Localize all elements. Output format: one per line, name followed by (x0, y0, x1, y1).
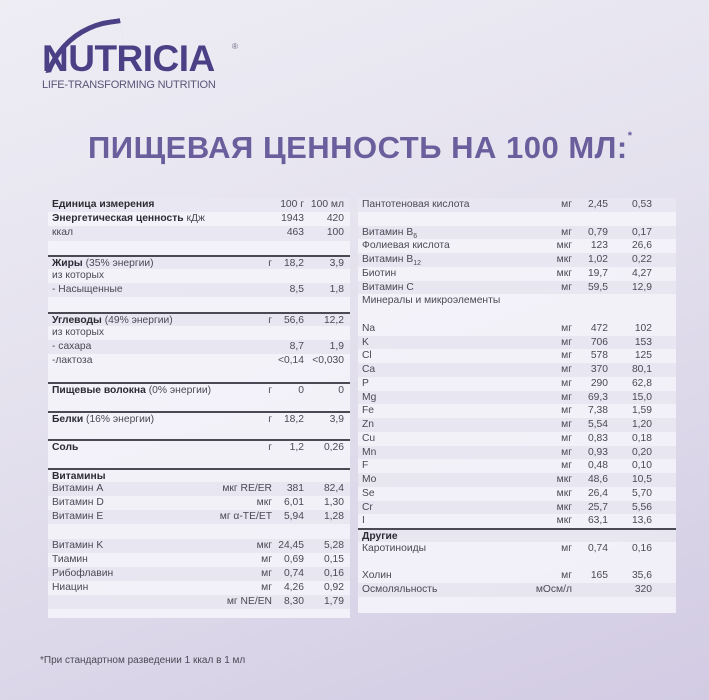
spacer-row (358, 556, 676, 570)
spacer-row (358, 308, 676, 322)
row-name (362, 432, 375, 446)
value-100ml: 153 (634, 336, 652, 348)
value-100ml: 1,79 (323, 596, 344, 608)
row-unit: мг (561, 446, 572, 458)
row-label: Cl (362, 350, 372, 362)
row-unit: мг (561, 199, 572, 210)
row-label: K (362, 336, 369, 348)
row-unit: мкг (556, 240, 572, 252)
row-unit: мкг (556, 254, 572, 265)
table-row (48, 539, 350, 553)
value-100g: 290 (590, 377, 608, 389)
row-unit: мг (561, 350, 572, 362)
row-name (362, 391, 376, 405)
value-100g: 56,6 (283, 314, 304, 326)
row-label: Витамин C (362, 281, 414, 293)
value-100ml: <0,030 (312, 355, 344, 367)
table-row (358, 528, 676, 542)
table-row (358, 446, 676, 460)
value-100g: 472 (590, 322, 608, 334)
row-label: из которых (52, 326, 105, 338)
table-row (48, 553, 350, 567)
row-unit: мг (261, 582, 272, 594)
table-row (358, 281, 676, 295)
value-100ml: 12,2 (323, 314, 344, 326)
row-name (52, 510, 103, 524)
value-100ml: 102 (634, 322, 652, 334)
table-row (358, 459, 676, 473)
table-row (358, 322, 676, 336)
row-unit: мкг (556, 267, 572, 279)
row-heading: Жиры (52, 257, 83, 269)
row-name (362, 446, 376, 460)
value-100g: 48,6 (587, 474, 608, 485)
value-100g: 2,45 (587, 199, 608, 210)
value-100g: 19,7 (587, 267, 608, 279)
row-unit: мг (561, 460, 572, 472)
table-row (48, 283, 350, 297)
row-heading: Белки (52, 413, 84, 425)
row-unit: мг (561, 364, 572, 375)
table-row (48, 198, 350, 212)
row-name (52, 340, 91, 354)
row-unit: мг (561, 281, 572, 293)
value-100g: 18,2 (283, 413, 304, 425)
row-label: Na (362, 322, 376, 334)
value-100g: 100 г (280, 199, 304, 210)
value-100ml: 12,9 (631, 281, 652, 293)
title-text: ПИЩЕВАЯ ЦЕННОСТЬ НА 100 МЛ: (88, 130, 628, 165)
value-100g: 370 (590, 364, 608, 375)
value-100g: 69,3 (587, 391, 608, 403)
table-row (358, 294, 676, 308)
row-subscript: 12 (413, 260, 421, 268)
row-label: Пантотеновая кислота (362, 199, 470, 210)
spacer-row (48, 297, 350, 311)
table-row (48, 411, 350, 425)
row-unit: мг (561, 419, 572, 430)
row-label: из которых (52, 269, 105, 281)
row-name (52, 553, 88, 567)
spacer-row (48, 241, 350, 255)
value-100ml: 1,9 (329, 340, 344, 352)
row-name (52, 212, 205, 226)
row-label: Cu (362, 432, 376, 444)
row-label: F (362, 460, 369, 472)
row-name (362, 294, 500, 308)
row-name (362, 336, 369, 350)
value-100g: 578 (590, 350, 608, 362)
row-heading: Другие (362, 531, 398, 542)
row-unit: мг α-TE/ET (219, 511, 272, 523)
table-row (358, 514, 676, 528)
row-name (362, 281, 414, 295)
row-heading: Витамины (52, 470, 106, 482)
row-name (52, 326, 104, 340)
value-100g: <0,14 (277, 355, 304, 367)
value-100ml: 0,15 (323, 553, 344, 565)
row-name (52, 226, 73, 240)
value-100ml: 35,6 (631, 570, 652, 582)
row-heading: Единица измерения (52, 199, 155, 210)
table-row (358, 432, 676, 446)
row-unit: мг (561, 570, 572, 582)
row-label: Биотин (362, 267, 397, 279)
value-100g: 0,79 (587, 226, 608, 238)
spacer-row (48, 425, 350, 439)
row-unit: мкг (256, 539, 272, 551)
table-row (48, 482, 350, 496)
table-row (358, 473, 676, 487)
row-unit: мг (561, 322, 572, 334)
row-label: Zn (362, 419, 375, 430)
value-100ml: 0,26 (323, 442, 344, 454)
row-label: I (362, 515, 365, 527)
value-100g: 1,2 (289, 442, 304, 454)
row-name (362, 239, 450, 253)
row-label: P (362, 377, 369, 389)
row-unit: мкг (556, 487, 572, 499)
nutrition-table-left (48, 198, 350, 618)
row-label: Витамин B (362, 254, 414, 265)
value-100g: 25,7 (587, 501, 608, 513)
row-unit: мг (561, 336, 572, 348)
row-name (362, 349, 372, 363)
value-100ml: 80,1 (631, 364, 652, 375)
value-100g: 165 (590, 570, 608, 582)
row-unit: мг (561, 405, 572, 417)
value-100g: 8,7 (289, 340, 304, 352)
row-unit: мкг (556, 515, 572, 527)
row-label: Mn (362, 446, 377, 458)
value-100ml: 82,4 (323, 482, 344, 494)
value-100g: 706 (590, 336, 608, 348)
value-100g: 6,01 (283, 496, 304, 508)
value-100g: 26,4 (587, 487, 608, 499)
table-row (48, 581, 350, 595)
value-100g: 7,38 (587, 405, 608, 417)
row-name (362, 473, 376, 487)
row-label: - сахара (52, 340, 92, 352)
table-row (358, 226, 676, 240)
row-unit: мг (261, 553, 272, 565)
value-100ml: 1,20 (631, 419, 652, 430)
row-heading: Углеводы (52, 314, 102, 326)
row-unit: г (268, 413, 272, 425)
value-100g: 8,30 (283, 596, 304, 608)
row-label: Se (362, 487, 375, 499)
row-label: Минералы и микроэлементы (362, 295, 501, 307)
row-label: Витамин D (52, 496, 104, 508)
table-row (48, 468, 350, 482)
table-row (358, 391, 676, 405)
row-unit: мг (561, 226, 572, 238)
table-row (48, 595, 350, 609)
row-unit: мг NE/EN (226, 596, 272, 608)
row-label: Mg (362, 391, 377, 403)
row-unit: мг (561, 432, 572, 444)
value-100g: 0,93 (587, 446, 608, 458)
row-label: (16% энергии) (83, 413, 154, 425)
row-name (362, 583, 437, 597)
row-label: Рибофлавин (52, 567, 114, 579)
value-100ml: 13,6 (631, 515, 652, 527)
spacer-row (48, 524, 350, 538)
row-label: Каротиноиды (362, 542, 426, 554)
row-unit: г (268, 314, 272, 326)
value-100ml: 4,27 (631, 267, 652, 279)
value-100g: 0,69 (283, 553, 304, 565)
row-unit: г (268, 442, 272, 454)
row-heading: Энергетическая ценность (52, 213, 184, 225)
row-name (362, 322, 375, 336)
row-label: Ниацин (52, 582, 89, 594)
row-name (362, 514, 365, 528)
row-label: Ca (362, 364, 376, 375)
table-row (48, 226, 350, 240)
value-100ml: 0,16 (323, 567, 344, 579)
row-name (52, 354, 92, 368)
spacer-row (48, 453, 350, 467)
value-100ml: 0,20 (631, 446, 652, 458)
value-100ml: 0,18 (631, 432, 652, 444)
table-row (48, 439, 350, 453)
value-100ml: 5,70 (631, 487, 652, 499)
value-100g: 1943 (281, 213, 304, 225)
table-row (48, 382, 350, 396)
row-label: (0% энергии) (145, 385, 212, 397)
row-unit: мг (261, 567, 272, 579)
table-row (358, 583, 676, 597)
row-label: -лактоза (52, 355, 93, 367)
value-100g: 1,02 (587, 254, 608, 265)
table-row (358, 542, 676, 556)
row-unit: мг (561, 377, 572, 389)
value-100ml: 1,30 (323, 496, 344, 508)
row-label: кДж (183, 213, 205, 225)
row-label: Cr (362, 501, 373, 513)
table-row (48, 269, 350, 283)
value-100ml: 3,9 (329, 257, 344, 269)
row-label: - Насыщенные (52, 284, 123, 296)
row-unit: мОсм/л (535, 584, 572, 595)
spacer-row (358, 212, 676, 226)
table-row (48, 212, 350, 226)
value-100g: 4,26 (283, 582, 304, 594)
value-100ml: 3,9 (329, 413, 344, 425)
row-name (362, 501, 373, 515)
registered-mark: ® (232, 42, 238, 51)
table-row (358, 569, 676, 583)
table-row (358, 267, 676, 281)
row-label: Холин (362, 570, 392, 582)
row-label: ккал (52, 227, 73, 239)
value-100g: 63,1 (587, 515, 608, 527)
value-100ml: 0,16 (631, 542, 652, 554)
value-100ml: 10,5 (631, 474, 652, 485)
value-100ml: 100 (326, 227, 344, 239)
table-row (48, 496, 350, 510)
table-row (48, 510, 350, 524)
value-100ml: 1,28 (323, 511, 344, 523)
value-100ml: 1,8 (329, 284, 344, 296)
value-100ml: 1,59 (631, 405, 652, 417)
title-footnote-mark: * (627, 130, 633, 142)
value-100g: 381 (286, 482, 304, 494)
page-title (88, 130, 633, 166)
row-name (362, 377, 369, 391)
value-100ml: 62,8 (631, 377, 652, 389)
row-name (362, 198, 470, 212)
table-row (48, 312, 350, 326)
table-row (358, 336, 676, 350)
value-100ml: 0,17 (631, 226, 652, 238)
row-name (52, 581, 88, 595)
row-name (52, 496, 104, 510)
row-name (52, 539, 103, 553)
row-name (52, 283, 123, 297)
nutrition-table-right (358, 198, 676, 613)
row-name (362, 487, 375, 501)
row-label: Витамин E (52, 511, 104, 523)
nutricia-logo (30, 18, 260, 98)
row-name (362, 363, 375, 377)
table-row (358, 501, 676, 515)
footnote: *При стандартном разведении 1 ккал в 1 мл (40, 655, 246, 666)
row-heading: Пищевые волокна (52, 385, 146, 397)
value-100g: 0,48 (587, 460, 608, 472)
table-row (48, 567, 350, 581)
value-100g: 123 (590, 240, 608, 252)
row-name (362, 459, 368, 473)
table-row (358, 377, 676, 391)
row-unit: мкг RE/ER (222, 482, 272, 494)
brand-name: NUTRICIA (42, 38, 215, 79)
value-100g: 5,94 (283, 511, 304, 523)
table-row (358, 239, 676, 253)
row-heading: Соль (52, 442, 79, 454)
row-name (52, 198, 154, 212)
value-100ml: 26,6 (631, 240, 652, 252)
value-100ml: 100 мл (310, 199, 344, 210)
spacer-row (48, 397, 350, 411)
value-100g: 5,54 (587, 419, 608, 430)
value-100g: 0,83 (587, 432, 608, 444)
table-row (48, 255, 350, 269)
row-name (362, 569, 392, 583)
value-100ml: 5,56 (631, 501, 652, 513)
row-name (52, 482, 103, 496)
value-100g: 0 (298, 385, 304, 397)
row-unit: мкг (556, 474, 572, 485)
spacer-row (48, 368, 350, 382)
row-label: (35% энергии) (82, 257, 154, 269)
table-row (358, 404, 676, 418)
value-100ml: 0,53 (631, 199, 652, 210)
row-label: Mo (362, 474, 377, 485)
row-label: Витамин B (362, 226, 414, 238)
row-name (362, 418, 374, 432)
row-name (362, 542, 426, 556)
row-label: Осмоляльность (362, 584, 438, 595)
row-name (52, 567, 113, 581)
value-100g: 18,2 (283, 257, 304, 269)
table-row (358, 363, 676, 377)
row-label: Фолиевая кислота (362, 240, 450, 252)
row-label: Тиамин (52, 553, 88, 565)
brand-tagline: LIFE-TRANSFORMING NUTRITION (42, 79, 216, 91)
value-100ml: 15,0 (631, 391, 652, 403)
value-100ml: 420 (326, 213, 344, 225)
value-100g: 0,74 (283, 567, 304, 579)
row-name (362, 267, 396, 281)
row-label: Витамин A (52, 482, 104, 494)
value-100ml: 0,92 (323, 582, 344, 594)
value-100g: 463 (286, 227, 304, 239)
table-row (358, 349, 676, 363)
row-label: (49% энергии) (101, 314, 173, 326)
table-row (358, 198, 676, 212)
row-unit: г (268, 257, 272, 269)
row-unit: мг (561, 542, 572, 554)
table-row (48, 340, 350, 354)
value-100ml: 5,28 (323, 539, 344, 551)
value-100g: 0,74 (587, 542, 608, 554)
value-100ml: 125 (634, 350, 652, 362)
row-label: Fe (362, 405, 375, 417)
value-100g: 8,5 (289, 284, 304, 296)
value-100g: 59,5 (587, 281, 608, 293)
table-row (358, 418, 676, 432)
row-name (52, 269, 104, 283)
value-100g: 24,45 (278, 539, 304, 551)
row-label: Витамин K (52, 539, 104, 551)
row-subscript: 6 (413, 232, 418, 240)
row-name (362, 404, 374, 418)
value-100ml: 0,10 (631, 460, 652, 472)
table-row (358, 253, 676, 267)
table-row (48, 354, 350, 368)
row-unit: мг (561, 391, 572, 403)
row-unit: мкг (556, 501, 572, 513)
row-unit: мкг (256, 496, 272, 508)
value-100ml: 0,22 (631, 254, 652, 265)
value-100ml: 320 (634, 584, 652, 595)
table-row (358, 487, 676, 501)
table-row (48, 326, 350, 340)
value-100ml: 0 (338, 385, 344, 397)
row-unit: г (268, 385, 272, 397)
